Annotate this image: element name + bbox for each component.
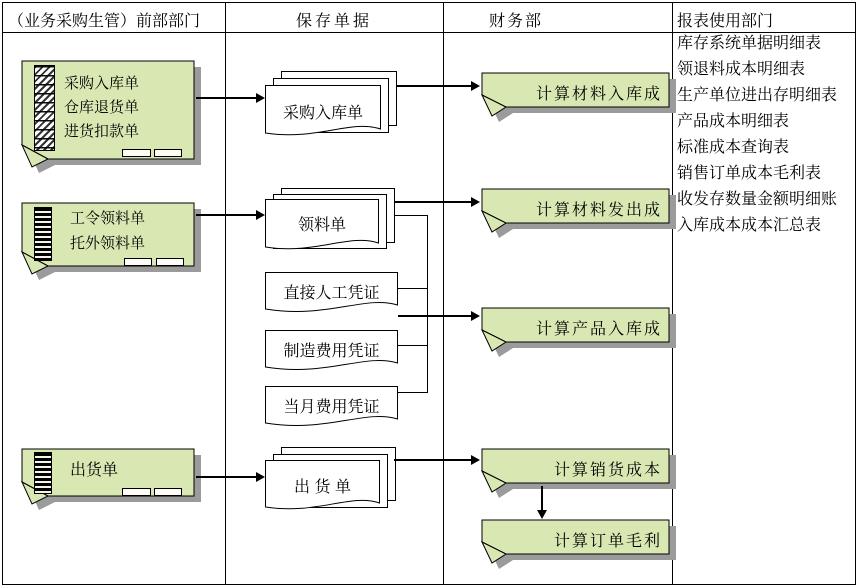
doc-direct-labor-voucher <box>265 272 399 320</box>
process-label: 计算材料发出成 <box>535 202 662 219</box>
connector-stack2-process2 <box>394 201 471 203</box>
connector-stack3-process4 <box>394 459 471 461</box>
report-item: 领退料成本明细表 <box>677 61 806 78</box>
process-order-gross-profit <box>481 519 679 575</box>
report-item: 产品成本明细表 <box>677 113 790 130</box>
arrowhead <box>537 510 547 519</box>
doc-stack-label: 采购入库单 <box>282 105 363 122</box>
signature-line <box>154 488 182 496</box>
process-label: 计算订单毛利 <box>553 533 662 550</box>
doc-stack-purchase-receipt <box>265 70 399 160</box>
note-shipment-doc <box>21 448 205 516</box>
spiral-binding-icon <box>34 452 52 494</box>
report-list <box>677 31 855 239</box>
report-item: 收发存数量金额明细账 <box>677 191 838 208</box>
process-label: 计算销货成本 <box>553 462 662 479</box>
process-label: 计算产品入库成 <box>535 321 662 338</box>
arrowhead <box>471 311 480 321</box>
voucher-label: 直接人工凭证 <box>283 285 380 302</box>
note-line: 出货单 <box>70 462 119 479</box>
process-cogs <box>481 448 679 504</box>
connector-stack1-process1 <box>396 85 471 87</box>
spiral-binding-icon <box>34 207 52 261</box>
note-purchase-docs <box>21 60 205 180</box>
column-divider-1 <box>225 2 226 584</box>
header-dept-front: （业务采购生管）前部部门 <box>8 13 201 30</box>
connector-voucher3-stub <box>398 392 427 393</box>
note-workorder-docs <box>21 202 205 286</box>
report-item: 生产单位进出存明细表 <box>677 87 838 104</box>
connector-bus-vertical <box>427 215 428 393</box>
arrowhead <box>256 210 265 220</box>
connector-stack2-bus-stub <box>394 215 427 216</box>
connector-note2-stack2 <box>196 214 256 216</box>
report-item: 标准成本查询表 <box>677 139 790 156</box>
arrowhead <box>471 81 480 91</box>
report-item: 入库成本成本汇总表 <box>677 217 822 234</box>
note-line: 仓库退货单 <box>64 99 140 116</box>
connector-note3-stack3 <box>196 476 256 478</box>
connector-note1-stack1 <box>196 97 256 99</box>
column-divider-2 <box>443 2 444 584</box>
note-line: 进货扣款单 <box>64 123 140 140</box>
process-material-issue-cost <box>481 188 679 244</box>
connector-voucher1-stub <box>398 288 427 289</box>
note-line: 工令领料单 <box>70 210 146 227</box>
connector-voucher2-stub <box>398 345 427 346</box>
report-item: 库存系统单据明细表 <box>677 35 822 52</box>
arrowhead <box>256 472 265 482</box>
process-material-inbound-cost <box>481 72 679 128</box>
signature-line <box>154 149 182 157</box>
signature-line <box>122 488 151 496</box>
report-item: 销售订单成本毛利表 <box>677 165 822 182</box>
checkbox-list-icon <box>34 65 55 151</box>
arrowhead <box>471 455 480 465</box>
doc-stack-shipment <box>265 446 399 526</box>
note-line: 托外领料单 <box>70 235 146 252</box>
signature-line <box>122 149 151 157</box>
doc-stack-material-issue <box>265 187 399 271</box>
doc-stack-label: 出 货 单 <box>294 479 351 496</box>
connector-process4-process5 <box>541 486 543 511</box>
header-report-users: 报表使用部门 <box>677 13 774 30</box>
note-line: 采购入库单 <box>64 75 140 92</box>
voucher-label: 制造费用凭证 <box>283 343 380 360</box>
doc-manufacturing-expense-voucher <box>265 330 399 378</box>
process-label: 计算材料入库成 <box>535 86 662 103</box>
arrowhead <box>471 197 480 207</box>
doc-current-month-expense-voucher <box>265 386 399 434</box>
process-product-inbound-cost <box>481 307 679 363</box>
signature-line <box>156 258 184 266</box>
header-finance: 财务部 <box>489 13 544 30</box>
arrowhead <box>256 93 265 103</box>
connector-bus-process3 <box>398 315 471 317</box>
voucher-label: 当月费用凭证 <box>283 399 380 416</box>
doc-stack-label: 领料单 <box>297 217 346 234</box>
header-save-docs: 保存单据 <box>295 13 372 30</box>
signature-line <box>124 258 152 266</box>
